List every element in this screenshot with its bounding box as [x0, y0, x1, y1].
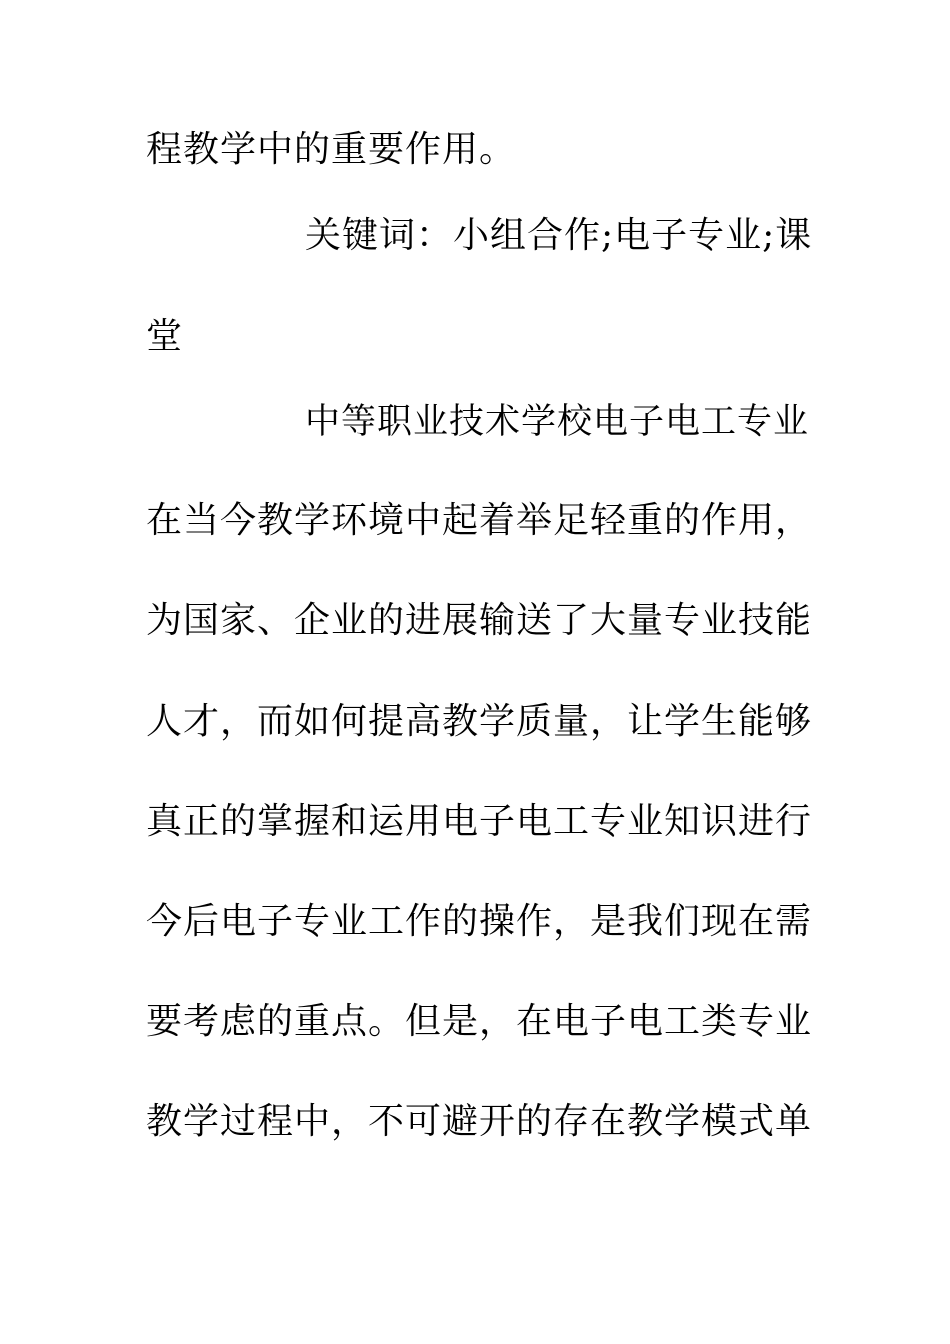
- body-paragraph-line: 人才，而如何提高教学质量，让学生能够: [146, 701, 813, 742]
- body-paragraph-line: 在当今教学环境中起着举足轻重的作用，: [146, 500, 813, 541]
- body-paragraph-line: 为国家、企业的进展输送了大量专业技能: [146, 600, 813, 641]
- body-paragraph-line: 教学过程中，不可避开的存在教学模式单: [146, 1101, 813, 1142]
- abstract-closing-line: 程教学中的重要作用。: [146, 129, 517, 170]
- body-paragraph-line: 要考虑的重点。但是，在电子电工类专业: [146, 1001, 813, 1042]
- keywords-line: 关键词：小组合作;电子专业;课: [305, 215, 813, 256]
- body-paragraph-line: 中等职业技术学校电子电工专业: [305, 402, 810, 442]
- body-paragraph-line: 今后电子专业工作的操作，是我们现在需: [146, 901, 813, 942]
- keywords-continuation-line: 堂: [146, 316, 184, 357]
- body-paragraph-line: 真正的掌握和运用电子电工专业知识进行: [146, 801, 813, 842]
